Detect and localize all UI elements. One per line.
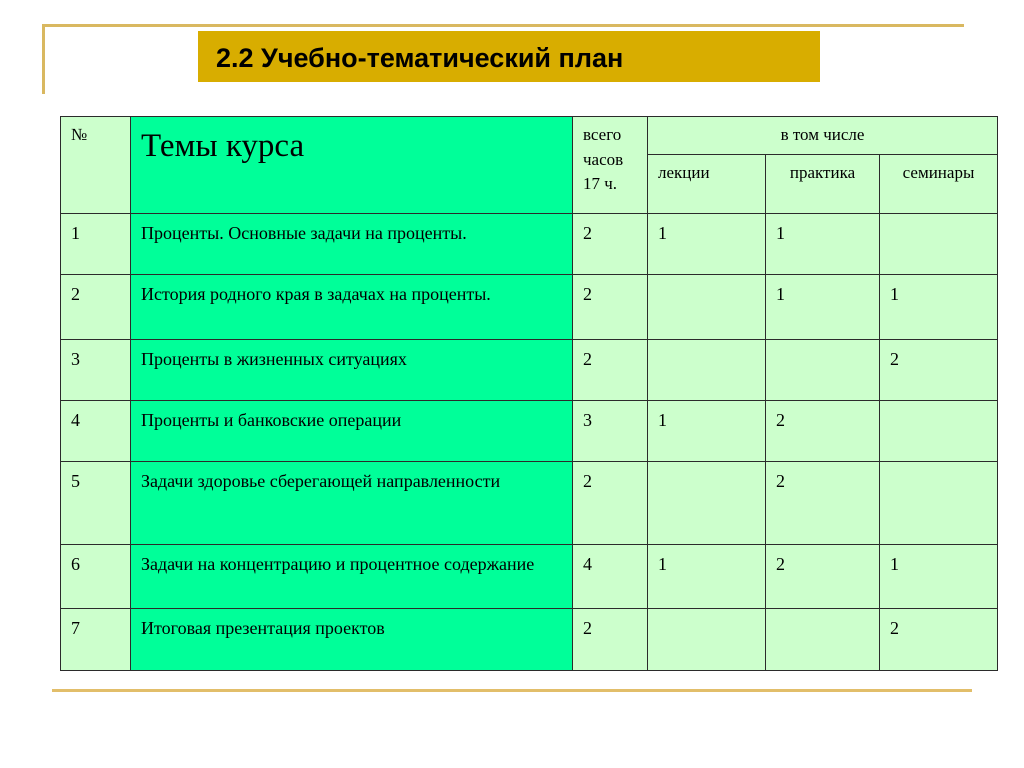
row-lectures — [648, 609, 766, 671]
left-frame-line — [42, 24, 45, 94]
row-total: 2 — [573, 275, 648, 340]
row-topic — [131, 462, 573, 545]
row-seminars: 1 — [880, 275, 998, 340]
row-seminars — [880, 401, 998, 462]
row-num: 4 — [61, 401, 131, 462]
top-frame-line — [42, 24, 964, 27]
row-seminars — [880, 214, 998, 275]
row-total: 2 — [573, 214, 648, 275]
row-total: 3 — [573, 401, 648, 462]
row-lectures — [648, 275, 766, 340]
row-topic-text: История родного края в задачах на проценты. — [141, 284, 491, 304]
row-topic-text: Проценты в жизненных ситуациях — [141, 349, 407, 369]
row-total: 2 — [573, 462, 648, 545]
row-practice — [766, 609, 880, 671]
header-total-line: часов — [583, 149, 624, 169]
row-total: 2 — [573, 340, 648, 401]
header-lectures: лекции — [648, 155, 766, 214]
curriculum-table — [60, 116, 998, 671]
header-practice: практика — [766, 155, 880, 214]
header-total-line: всего — [583, 125, 622, 144]
header-topics: Темы курса — [131, 117, 573, 214]
row-total: 4 — [573, 545, 648, 609]
row-num: 5 — [61, 462, 131, 545]
row-seminars — [880, 462, 998, 545]
table-row — [61, 340, 998, 401]
row-num: 6 — [61, 545, 131, 609]
row-topic-text: Задачи здоровье сберегающей направленности — [141, 471, 501, 491]
row-num: 2 — [61, 275, 131, 340]
row-topic-text: Проценты. Основные задачи на проценты. — [141, 223, 467, 243]
row-topic — [131, 401, 573, 462]
row-seminars: 1 — [880, 545, 998, 609]
row-seminars: 2 — [880, 609, 998, 671]
row-num: 3 — [61, 340, 131, 401]
row-practice: 2 — [766, 462, 880, 545]
row-topic — [131, 275, 573, 340]
header-num: № — [61, 117, 131, 214]
row-topic — [131, 340, 573, 401]
row-num: 7 — [61, 609, 131, 671]
row-seminars: 2 — [880, 340, 998, 401]
header-including: в том числе — [648, 117, 998, 155]
row-topic-text: Задачи на концентрацию и процентное содержание — [141, 554, 535, 574]
table-row — [61, 401, 998, 462]
table-row — [61, 609, 998, 671]
row-topic-text: Итоговая презентация проектов — [141, 618, 385, 638]
row-topic — [131, 545, 573, 609]
row-lectures — [648, 462, 766, 545]
row-lectures — [648, 340, 766, 401]
row-topic — [131, 214, 573, 275]
row-topic-text: Проценты и банковские операции — [141, 410, 402, 430]
table-row — [61, 214, 998, 275]
row-num: 1 — [61, 214, 131, 275]
row-topic — [131, 609, 573, 671]
row-total: 2 — [573, 609, 648, 671]
row-practice: 2 — [766, 545, 880, 609]
title-banner — [198, 31, 820, 82]
row-lectures: 1 — [648, 214, 766, 275]
table-row — [61, 462, 998, 545]
table-row — [61, 545, 998, 609]
header-total-line: 17 ч. — [583, 174, 618, 194]
header-row-1 — [61, 117, 998, 155]
bottom-frame-line — [52, 689, 972, 692]
row-lectures: 1 — [648, 401, 766, 462]
row-practice: 1 — [766, 275, 880, 340]
row-practice — [766, 340, 880, 401]
header-seminars: семинары — [880, 155, 998, 214]
slide-title: 2.2 Учебно-тематический план — [216, 43, 624, 73]
row-practice: 2 — [766, 401, 880, 462]
header-total-hours — [573, 117, 648, 214]
row-lectures: 1 — [648, 545, 766, 609]
table-row — [61, 275, 998, 340]
row-practice: 1 — [766, 214, 880, 275]
